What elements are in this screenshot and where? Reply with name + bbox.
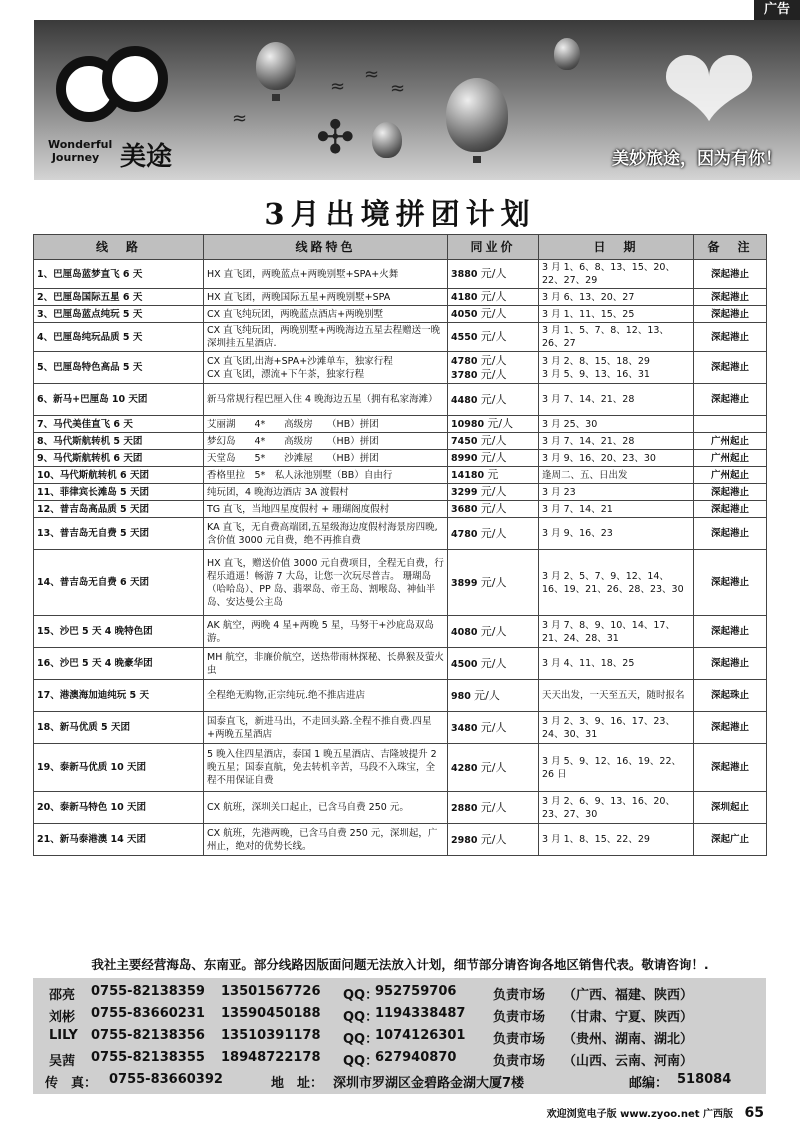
feature-text: 梦幻岛 4* 高级房 （HB）拼团 <box>207 435 379 447</box>
seagull-icon: ✣ <box>316 110 355 164</box>
feature-text: AK 航空，两晚 4 星+两晚 5 星，马努干+沙庇岛双岛游。 <box>207 619 434 644</box>
column-header: 备 注 <box>694 235 767 260</box>
dates-text: 3 月 7、14、21、28 <box>542 435 635 447</box>
table-row <box>34 289 767 306</box>
note-cell: 深起港止 <box>694 352 767 384</box>
feature-text: HX 直飞，赠送价值 3000 元自费项目，全程无自费，行程乐逍遥！畅游 7 大岛，让您一次玩尽普吉。 珊瑚岛（哈哈岛）、PP 岛、翡翠岛、帝王岛、割喉岛、神仙半岛、安达曼公主岛 <box>207 557 444 608</box>
features-cell <box>204 824 448 856</box>
note-cell: 深起港止 <box>694 648 767 680</box>
table-row <box>34 323 767 352</box>
features-cell <box>204 648 448 680</box>
route-cell: 8、马代斯航转机 5 天团 <box>34 433 204 450</box>
zip-label: 邮编： <box>629 1076 669 1091</box>
price-cell <box>448 680 539 712</box>
market-label: 负责市场 <box>493 1010 546 1025</box>
feature-text: 纯玩团，4 晚海边酒店 3A 渡假村 <box>207 486 349 498</box>
slogan: 美妙旅途，因为有你！ <box>612 149 782 169</box>
dates-text: 3 月 25、30 <box>542 418 598 430</box>
price-cell <box>448 260 539 289</box>
table-row <box>34 712 767 744</box>
dates-cell <box>539 824 694 856</box>
dates-text: 3 月 2、3、9、16、17、23、24、30、31 <box>542 715 675 740</box>
page-title: 3月出境拼团计划 <box>264 197 536 231</box>
price-cell <box>448 289 539 306</box>
feature-text: 艾丽湖 4* 高级房 （HB）拼团 <box>207 418 379 430</box>
table-row <box>34 484 767 501</box>
price-unit: 元/人 <box>480 656 507 670</box>
features-cell <box>204 433 448 450</box>
price-unit: 元/人 <box>480 451 507 464</box>
page-footer <box>547 1105 764 1121</box>
note-cell: 广州起止 <box>694 467 767 484</box>
dates-cell <box>539 450 694 467</box>
price-unit: 元/人 <box>480 434 507 447</box>
feature-text: CX 直飞团，漂流+下午茶，独家行程 <box>207 368 365 380</box>
price-unit: 元/人 <box>480 575 507 589</box>
contact-phone: 0755-82138356 <box>91 1028 205 1043</box>
route-cell: 18、新马优质 5 天团 <box>34 712 204 744</box>
column-header: 线路特色 <box>204 235 448 260</box>
dates-text: 3 月 2、8、15、18、29 <box>542 355 650 367</box>
route-cell: 3、巴厘岛蓝点纯玩 5 天 <box>34 306 204 323</box>
feature-text: CX 直飞纯玩团，两晚蓝点酒店+两晚别墅 <box>207 308 384 320</box>
price-amount: 3880 <box>451 269 478 280</box>
notice-text: 我社主要经营海岛、东南亚。部分线路因版面问题无法放入计划，细节部分请咨询各地区销售代表。敬请咨询！. <box>91 957 709 972</box>
price-cell <box>448 792 539 824</box>
route-cell: 11、菲律宾长滩岛 5 天团 <box>34 484 204 501</box>
price-unit: 元/人 <box>480 392 507 406</box>
price-cell <box>448 550 539 616</box>
note-cell: 广州起止 <box>694 450 767 467</box>
dates-text: 3 月 1、5、7、8、12、13、26、27 <box>542 325 669 349</box>
dates-text: 3 月 5、9、12、16、19、22、26 日 <box>542 755 682 780</box>
features-cell <box>204 352 448 384</box>
contact-mobile: 13590450188 <box>221 1006 321 1021</box>
table-row <box>34 824 767 856</box>
price-amount: 8990 <box>451 453 478 464</box>
dates-text: 3 月 7、14、21 <box>542 503 613 515</box>
price-amount: 7450 <box>451 436 478 447</box>
route-cell: 7、马代美佳直飞 6 天 <box>34 416 204 433</box>
note-cell: 深起港止 <box>694 712 767 744</box>
price-amount: 4080 <box>451 626 478 638</box>
features-cell <box>204 323 448 352</box>
route-cell: 14、普吉岛无自费 6 天团 <box>34 550 204 616</box>
price-amount: 2980 <box>451 834 478 846</box>
price-amount: 3299 <box>451 487 478 498</box>
note-cell: 深起珠止 <box>694 680 767 712</box>
features-cell <box>204 289 448 306</box>
table-row <box>34 792 767 824</box>
price-unit: 元/人 <box>480 624 507 638</box>
features-cell <box>204 467 448 484</box>
column-header: 线 路 <box>34 235 204 260</box>
price-unit: 元/人 <box>487 417 514 430</box>
dates-text: 3 月 9、16、20、23、30 <box>542 452 656 464</box>
contact-name: 吴茜 <box>49 1054 76 1069</box>
dates-cell <box>539 289 694 306</box>
dates-cell <box>539 680 694 712</box>
fax-label: 传 真： <box>45 1076 98 1091</box>
feature-text: CX 航班，深圳关口起止，已含马自费 250 元。 <box>207 802 409 813</box>
price-cell <box>448 518 539 550</box>
dates-cell <box>539 744 694 792</box>
route-cell: 13、普吉岛无自费 5 天团 <box>34 518 204 550</box>
basket-icon <box>272 94 280 101</box>
feature-text: KA 直飞，无自费高端团,五星级海边度假村海景房四晚,含价值 3000 元自费，绝不再推自费 <box>207 521 438 546</box>
price-amount: 4500 <box>451 658 478 670</box>
price-amount: 3899 <box>451 577 478 589</box>
note-cell: 深圳起止 <box>694 792 767 824</box>
price-cell <box>448 648 539 680</box>
dates-cell <box>539 501 694 518</box>
dates-text: 3 月 1、6、8、13、15、20、22、27、29 <box>542 262 675 286</box>
dates-cell <box>539 518 694 550</box>
page-number: 65 <box>744 1105 764 1121</box>
price-amount: 4780 <box>451 355 478 367</box>
note-cell: 深起港止 <box>694 306 767 323</box>
price-unit: 元/人 <box>480 800 507 814</box>
contact-name: LILY <box>49 1028 78 1043</box>
contact-qq: 627940870 <box>375 1050 457 1065</box>
note-cell: 深起港止 <box>694 323 767 352</box>
dates-text: 3 月 1、8、15、22、29 <box>542 834 650 845</box>
feature-text: 5 晚入住四星酒店，泰国 1 晚五星酒店、吉隆坡提升 2 晚五星；国泰直航，免去转机辛苦，马段不入珠宝，全程不用保证自费 <box>207 749 437 786</box>
price-amount: 4480 <box>451 394 478 406</box>
feature-text: 全程绝无购物,正宗纯玩.绝不推店进店 <box>207 690 366 701</box>
price-cell <box>448 616 539 648</box>
price-amount: 980 <box>451 690 471 702</box>
route-cell: 12、普吉岛高品质 5 天团 <box>34 501 204 518</box>
price-unit: 元/人 <box>480 526 507 540</box>
address-text: 深圳市罗湖区金碧路金湖大厦7楼 <box>333 1076 525 1091</box>
feature-text: MH 航空，非廉价航空，送热带雨林探秘、长鼻猴及萤火虫 <box>207 651 444 676</box>
price-unit: 元/人 <box>480 330 507 343</box>
brand-name: 美途 <box>120 142 173 172</box>
contacts-panel <box>33 978 766 1094</box>
note-cell: 深起港止 <box>694 260 767 289</box>
footer-text: 欢迎浏览电子版 www.zyoo.net <box>546 1109 700 1120</box>
qq-label: QQ： <box>343 1010 379 1025</box>
dates-text: 3 月 2、5、7、9、12、14、16、19、21、26、28、23、30 <box>542 570 684 595</box>
table-row <box>34 384 767 416</box>
price-amount: 2880 <box>451 802 478 814</box>
contact-market: （甘肃、宁夏、陕西） <box>563 1010 694 1025</box>
table-row <box>34 616 767 648</box>
qq-label: QQ： <box>343 1032 379 1047</box>
header-banner <box>34 20 800 180</box>
dates-text: 3 月 5、9、13、16、31 <box>542 368 650 380</box>
balloon-icon <box>554 38 580 70</box>
dates-cell <box>539 384 694 416</box>
route-cell: 19、泰新马优质 10 天团 <box>34 744 204 792</box>
contact-market: （广西、福建、陕西） <box>563 988 694 1003</box>
price-cell <box>448 501 539 518</box>
contact-market: （山西、云南、河南） <box>563 1054 694 1069</box>
contact-phone: 0755-82138359 <box>91 984 205 999</box>
route-cell: 16、沙巴 5 天 4 晚豪华团 <box>34 648 204 680</box>
features-cell <box>204 484 448 501</box>
dates-text: 天天出发，一天至五天，随时报名 <box>542 690 685 701</box>
dates-cell <box>539 323 694 352</box>
bird-icon: ≈ <box>364 64 380 85</box>
dates-text: 3 月 1、11、15、25 <box>542 308 635 320</box>
price-amount: 4550 <box>451 332 478 343</box>
column-header: 日 期 <box>539 235 694 260</box>
contact-qq: 952759706 <box>375 984 457 999</box>
table-row <box>34 467 767 484</box>
contact-qq: 1194338487 <box>375 1006 466 1021</box>
features-cell <box>204 260 448 289</box>
dates-cell <box>539 352 694 384</box>
route-cell: 5、巴厘岛特色高品 5 天 <box>34 352 204 384</box>
ad-tag: 广告 <box>754 0 800 20</box>
dates-text: 3 月 9、16、23 <box>542 528 613 539</box>
feature-text: TG 直飞，当地四星度假村 + 珊瑚阁度假村 <box>207 503 390 515</box>
price-cell <box>448 433 539 450</box>
price-unit: 元/人 <box>480 720 507 734</box>
route-cell: 9、马代斯航转机 6 天团 <box>34 450 204 467</box>
note-cell <box>694 416 767 433</box>
market-label: 负责市场 <box>493 988 546 1003</box>
contact-market: （贵州、湖南、湖北） <box>563 1032 694 1047</box>
basket-icon <box>473 156 481 163</box>
balloon-icon <box>256 42 296 90</box>
feature-text: HX 直飞团，两晚蓝点+两晚别墅+SPA+火舞 <box>207 268 399 280</box>
route-cell: 1、巴厘岛蓝梦直飞 6 天 <box>34 260 204 289</box>
price-unit: 元/人 <box>480 290 507 303</box>
route-cell: 10、马代斯航转机 6 天团 <box>34 467 204 484</box>
table-row <box>34 648 767 680</box>
dates-cell <box>539 467 694 484</box>
features-cell <box>204 792 448 824</box>
feature-text: 天堂岛 5* 沙滩屋 （HB）拼团 <box>207 452 379 464</box>
note-cell: 深起港止 <box>694 550 767 616</box>
route-cell: 2、巴厘岛国际五星 6 天 <box>34 289 204 306</box>
dates-cell <box>539 550 694 616</box>
qq-label: QQ： <box>343 988 379 1003</box>
balloon-icon <box>446 78 508 152</box>
features-cell <box>204 550 448 616</box>
features-cell <box>204 744 448 792</box>
note-cell: 深起港止 <box>694 616 767 648</box>
heart-decoration: ❤ <box>659 21 759 159</box>
features-cell <box>204 416 448 433</box>
features-cell <box>204 306 448 323</box>
dates-text: 逢周二、五、日出发 <box>542 469 628 481</box>
note-cell: 广州起止 <box>694 433 767 450</box>
price-unit: 元/人 <box>480 502 507 515</box>
note-cell: 深起港止 <box>694 289 767 306</box>
price-unit: 元 <box>487 468 499 481</box>
contact-qq: 1074126301 <box>375 1028 466 1043</box>
features-cell <box>204 450 448 467</box>
dates-cell <box>539 433 694 450</box>
price-cell <box>448 467 539 484</box>
price-unit: 元/人 <box>480 353 507 367</box>
feature-text: 国泰直飞，新进马出，不走回头路.全程不推自费.四星+两晚五星酒店 <box>207 715 432 740</box>
dates-text: 3 月 7、14、21、28 <box>542 394 635 405</box>
feature-text: 新马常规行程巴厘入住 4 晚海边五星（拥有私家海滩） <box>207 394 438 405</box>
features-cell <box>204 501 448 518</box>
table-row <box>34 433 767 450</box>
bird-icon: ≈ <box>330 76 346 97</box>
dates-cell <box>539 306 694 323</box>
contact-mobile: 13510391178 <box>221 1028 321 1043</box>
contact-phone: 0755-82138355 <box>91 1050 205 1065</box>
price-unit: 元/人 <box>480 267 507 280</box>
price-unit: 元/人 <box>480 367 507 381</box>
contact-mobile: 18948722178 <box>221 1050 321 1065</box>
balloon-icon <box>372 122 402 158</box>
route-cell: 4、巴厘岛纯玩品质 5 天 <box>34 323 204 352</box>
price-cell <box>448 352 539 384</box>
route-cell: 17、港澳海加迪纯玩 5 天 <box>34 680 204 712</box>
bird-icon: ≈ <box>232 108 248 129</box>
features-cell <box>204 680 448 712</box>
price-amount: 10980 <box>451 419 485 430</box>
price-amount: 3480 <box>451 722 478 734</box>
price-unit: 元/人 <box>480 307 507 320</box>
price-cell <box>448 712 539 744</box>
contact-name: 邵亮 <box>49 988 76 1003</box>
price-unit: 元/人 <box>480 760 507 774</box>
table-row <box>34 352 767 384</box>
table-row <box>34 416 767 433</box>
fax-number: 0755-83660392 <box>109 1072 223 1087</box>
dates-cell <box>539 792 694 824</box>
note-cell: 深起港止 <box>694 744 767 792</box>
table-row <box>34 450 767 467</box>
price-cell <box>448 384 539 416</box>
price-amount: 3680 <box>451 504 478 515</box>
price-amount: 4180 <box>451 292 478 303</box>
bird-icon: ≈ <box>390 78 406 99</box>
note-cell: 深起港止 <box>694 518 767 550</box>
dates-text: 3 月 23 <box>542 486 576 498</box>
table-row <box>34 550 767 616</box>
brand-logo: Wonderful Journey 美途 <box>48 38 198 180</box>
dates-text: 3 月 7、8、9、10、14、17、21、24、28、31 <box>542 619 675 644</box>
table-row <box>34 518 767 550</box>
market-label: 负责市场 <box>493 1032 546 1047</box>
price-unit: 元/人 <box>480 832 507 846</box>
table-row <box>34 680 767 712</box>
contact-phone: 0755-83660231 <box>91 1006 205 1021</box>
price-unit: 元/人 <box>474 688 500 702</box>
route-cell: 6、新马+巴厘岛 10 天团 <box>34 384 204 416</box>
address-label: 地 址： <box>271 1076 324 1091</box>
dates-cell <box>539 648 694 680</box>
price-cell <box>448 450 539 467</box>
note-cell: 深起港止 <box>694 501 767 518</box>
note-cell: 深起港止 <box>694 484 767 501</box>
edition-label: 广西版 <box>703 1109 734 1120</box>
table-header <box>34 235 767 260</box>
contact-name: 刘彬 <box>49 1010 76 1025</box>
market-label: 负责市场 <box>493 1054 546 1069</box>
dates-cell <box>539 712 694 744</box>
price-amount: 4780 <box>451 528 478 540</box>
qq-label: QQ： <box>343 1054 379 1069</box>
dates-text: 3 月 6、13、20、27 <box>542 291 635 303</box>
dates-cell <box>539 416 694 433</box>
price-amount: 4280 <box>451 762 478 774</box>
price-amount: 3780 <box>451 369 478 381</box>
route-cell: 15、沙巴 5 天 4 晚特色团 <box>34 616 204 648</box>
features-cell <box>204 712 448 744</box>
contact-mobile: 13501567726 <box>221 984 321 999</box>
price-unit: 元/人 <box>480 485 507 498</box>
dates-text: 3 月 4、11、18、25 <box>542 658 635 669</box>
note-cell: 深起广止 <box>694 824 767 856</box>
dates-cell <box>539 616 694 648</box>
feature-text: HX 直飞团，两晚国际五星+两晚别墅+SPA <box>207 291 391 303</box>
feature-text: CX 直飞纯玩团，两晚别墅+两晚海边五星去程赠送一晚深圳挂五星酒店. <box>207 325 441 349</box>
feature-text: CX 直飞团,出海+SPA+沙滩单车，独家行程 <box>207 355 393 367</box>
table-row <box>34 744 767 792</box>
route-cell: 21、新马泰港澳 14 天团 <box>34 824 204 856</box>
price-cell <box>448 306 539 323</box>
price-cell <box>448 744 539 792</box>
features-cell <box>204 616 448 648</box>
route-cell: 20、泰新马特色 10 天团 <box>34 792 204 824</box>
table-row <box>34 260 767 289</box>
table-row <box>34 306 767 323</box>
price-cell <box>448 484 539 501</box>
table-row <box>34 501 767 518</box>
price-cell <box>448 416 539 433</box>
dates-cell <box>539 260 694 289</box>
note-cell: 深起港止 <box>694 384 767 416</box>
dates-cell <box>539 484 694 501</box>
column-header: 同业价 <box>448 235 539 260</box>
dates-text: 3 月 2、6、9、13、16、20、23、27、30 <box>542 795 675 820</box>
zip-code: 518084 <box>677 1072 732 1087</box>
price-amount: 14180 <box>451 470 485 481</box>
price-amount: 4050 <box>451 309 478 320</box>
feature-text: 香格里拉 5* 私人泳池别墅（BB）自由行 <box>207 469 393 481</box>
price-cell <box>448 824 539 856</box>
feature-text: CX 航班，先港两晚，已含马自费 250 元，深圳起，广州止，绝对的优势长线。 <box>207 827 438 852</box>
features-cell <box>204 384 448 416</box>
features-cell <box>204 518 448 550</box>
tour-schedule-table <box>33 234 767 856</box>
price-cell <box>448 323 539 352</box>
